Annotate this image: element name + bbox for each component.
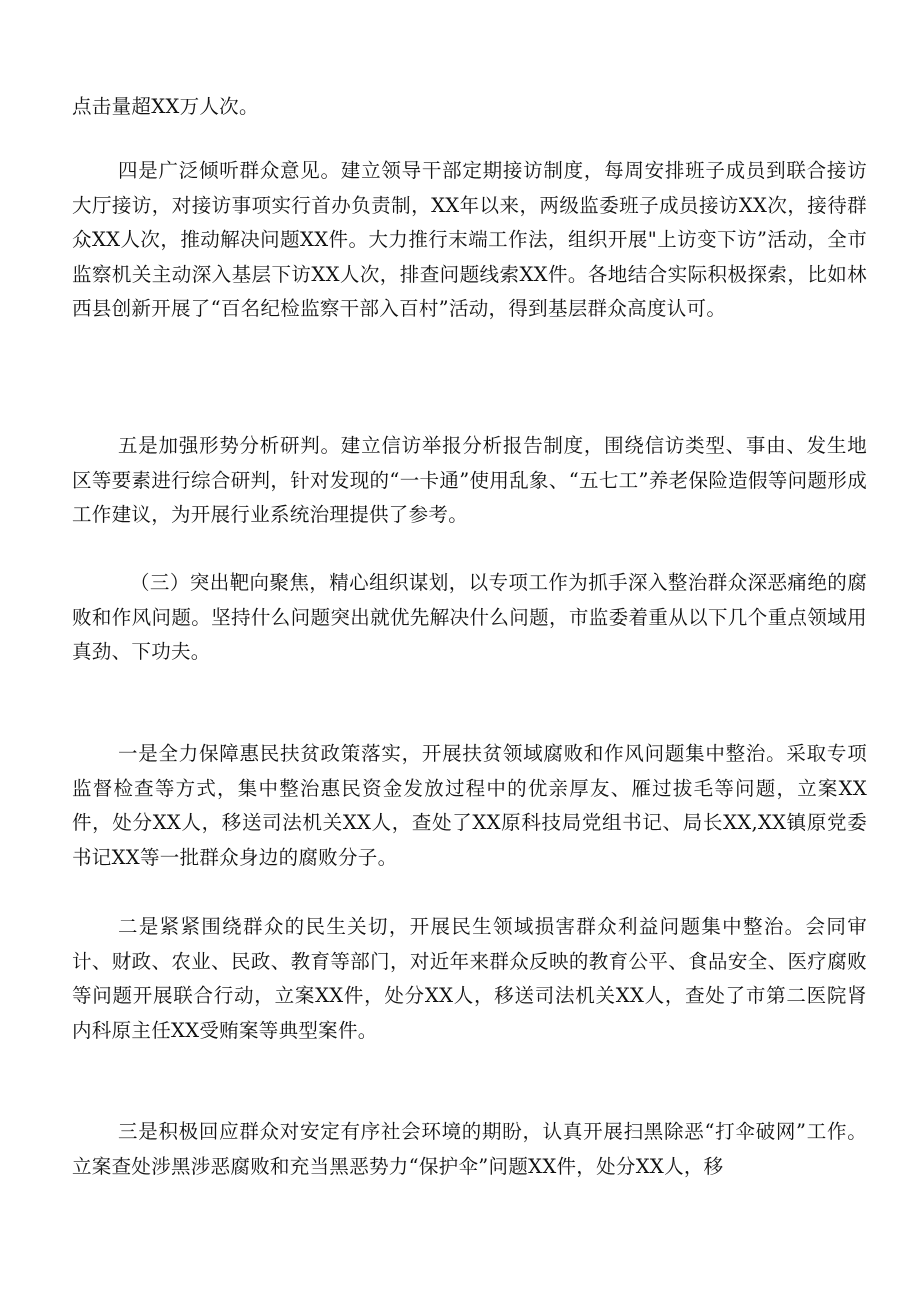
paragraph-2: 四是广泛倾听群众意见。建立领导干部定期接访制度，每周安排班子成员到联合接访大厅接访，对接访事项实行首办负责制，XX年以来，两级监委班子成员接访XX次，接待群众XX人次，推动解决问题XX件。大力推行末端工作法，组织开展"上访变下访”活动，全市监察机关主动深入基层下访XX人次，排查问题线索XX件。各地结合实际积极探索，比如林西县创新开展了“百名纪检监察干部入百村”活动，得到基层群众高度认可。	[72, 159, 867, 320]
section-heading-paragraph: （三）突出靶向聚焦，精心组织谋划，以专项工作为抓手深入整治群众深恶痛绝的腐败和作风问题。坚持什么问题突出就优先解决什么问题，市监委着重从以下几个重点领域用真劲、下功夫。	[72, 571, 867, 663]
paragraph-5: 一是全力保障惠民扶贫政策落实，开展扶贫领域腐败和作风问题集中整治。采取专项监督检查等方式，集中整治惠民资金发放过程中的优亲厚友、雁过拔毛等问题，立案XX件，处分XX人，移送司法机关XX人，查处了XX原科技局党组书记、局长XX,XX镇原党委书记XX等一批群众身边的腐败分子。	[72, 742, 867, 869]
paragraph-7: 三是积极回应群众对安定有序社会环境的期盼，认真开展扫黑除恶“打伞破网”工作。立案查处涉黑涉恶腐败和充当黑恶势力“保护伞”问题XX件，处分XX人，移	[72, 1120, 867, 1178]
paragraph-3: 五是加强形势分析研判。建立信访举报分析报告制度，围绕信访类型、事由、发生地区等要素进行综合研判，针对发现的“一卡通”使用乱象、“五七工”养老保险造假等问题形成工作建议，为开展行业系统治理提供了参考。	[72, 434, 867, 526]
paragraph-6: 二是紧紧围绕群众的民生关切，开展民生领域损害群众利益问题集中整治。会同审计、财政、农业、民政、教育等部门，对近年来群众反映的教育公平、食品安全、医疗腐败等问题开展联合行动，立案XX件，处分XX人，移送司法机关XX人，查处了市第二医院肾内科原主任XX受贿案等典型案件。	[72, 915, 867, 1042]
paragraph-1: 点击量超XX万人次。	[72, 95, 259, 118]
